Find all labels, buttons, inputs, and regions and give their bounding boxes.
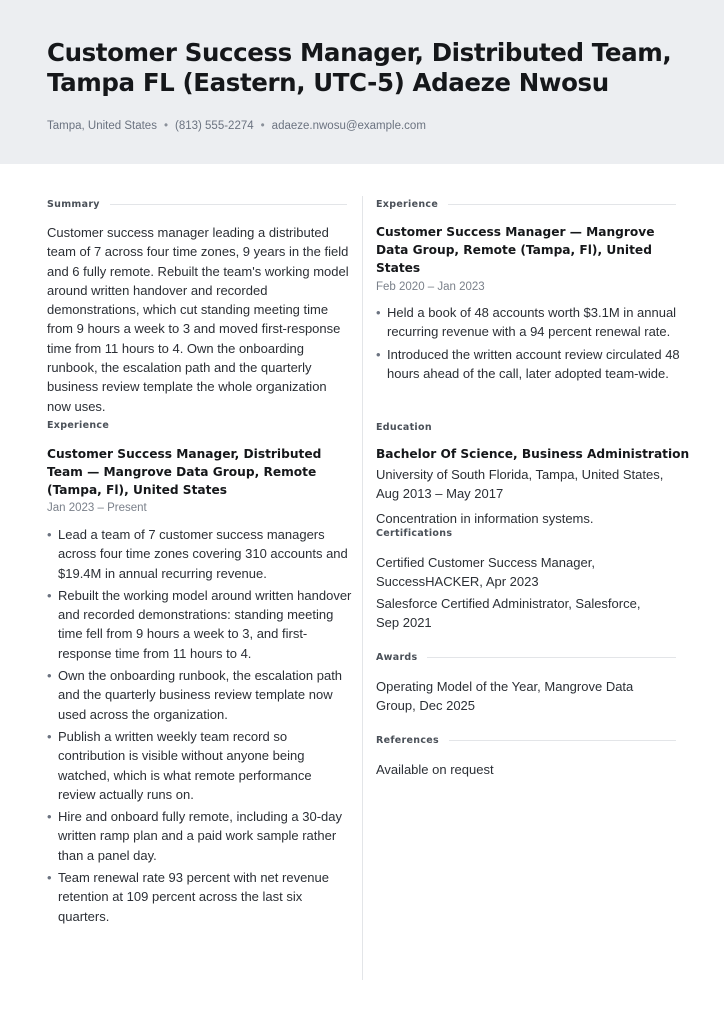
- award-item: Operating Model of the Year, Mangrove Data Group, Dec 2025: [376, 679, 634, 714]
- contact-location: Tampa, United States: [47, 120, 157, 132]
- certifications-heading: [376, 528, 676, 539]
- bullet-item: • Hire and onboard fully remote, including a 30-day written ramp plan and a paid work sample rather than a panel day.: [47, 807, 352, 865]
- education-heading: [376, 422, 676, 433]
- contact-phone: (813) 555-2274: [174, 120, 254, 132]
- section-rule: [449, 740, 676, 741]
- certification-item: Salesforce Certified Administrator, Salesforce, Sep 2021: [376, 596, 641, 631]
- bullet-item: • Team renewal rate 93 percent with net revenue retention at 109 percent across the last six quarters.: [47, 868, 352, 926]
- education-heading-label: Education: [376, 422, 432, 433]
- bullet-item: • Introduced the written account review circulated 48 hours ahead of the call, later adopted team-wide.: [376, 345, 681, 384]
- references-heading: [376, 735, 676, 746]
- contact-separator: •: [163, 120, 168, 132]
- job-title-previous: Customer Success Manager — Mangrove Data Group, Remote (Tampa, Fl), United States: [376, 225, 655, 275]
- bullet-item: • Lead a team of 7 customer success managers across four time zones covering 310 accounts and $19.4M in annual recurring revenue.: [47, 525, 352, 583]
- experience-heading-left: [47, 420, 347, 431]
- section-rule: [427, 657, 676, 658]
- references-text: Available on request: [376, 762, 494, 777]
- summary-heading: [47, 199, 347, 210]
- summary-heading-label: Summary: [47, 199, 100, 210]
- section-rule: [110, 204, 347, 205]
- certifications-heading-label: Certifications: [376, 528, 453, 539]
- column-divider: [362, 196, 363, 980]
- bullet-item: • Publish a written weekly team record so contribution is visible without anyone being watched, which is what remote performance review actually runs on.: [47, 727, 352, 804]
- concentration: Concentration in information systems.: [376, 511, 594, 526]
- certification-item: Certified Customer Success Manager, SuccessHACKER, Apr 2023: [376, 555, 595, 590]
- summary-text: Customer success manager leading a distributed team of 7 across four time zones, 9 years in the field and 6 fully remote. Rebuilt the team's working model around written handover and recorded demonstrations, which cut standing meeting time from 9 hours a week to 3 and moved first-response time from 11 hours to 4. Own the onboarding runbook, the escalation path and the quarterly business review template the whole organization now uses.: [47, 225, 349, 414]
- resume-title: Customer Success Manager, Distributed Team, Tampa FL (Eastern, UTC-5) Adaeze Nwosu: [47, 38, 672, 97]
- degree: Bachelor Of Science, Business Administration: [376, 447, 690, 461]
- bullet-item: • Own the onboarding runbook, the escalation path and the quarterly business review template now used across the organization.: [47, 666, 352, 724]
- contact-separator: •: [260, 120, 265, 132]
- resume-header: [0, 0, 724, 164]
- job-dates-current: Jan 2023 – Present: [47, 502, 147, 514]
- contact-line: [47, 120, 426, 132]
- job-bullets-current: [47, 525, 352, 929]
- experience-heading-right: [376, 199, 676, 210]
- job-title-current: Customer Success Manager, Distributed Team — Mangrove Data Group, Remote (Tampa, Fl), United States: [47, 447, 322, 497]
- job-dates-previous: Feb 2020 – Jan 2023: [376, 281, 485, 293]
- bullet-item: • Rebuilt the working model around written handover and recorded demonstrations: standing meeting time fell from 9 hours a week to 3, and first-response time from 11 hours to 4.: [47, 586, 352, 663]
- school: University of South Florida, Tampa, United States, Aug 2013 – May 2017: [376, 467, 664, 502]
- awards-heading-label: Awards: [376, 652, 418, 663]
- references-heading-label: References: [376, 735, 439, 746]
- bullet-item: • Held a book of 48 accounts worth $3.1M in annual recurring revenue with a 94 percent renewal rate.: [376, 303, 681, 342]
- contact-email[interactable]: adaeze.nwosu@example.com: [271, 120, 426, 132]
- experience-heading-label: Experience: [376, 199, 439, 210]
- section-rule: [448, 204, 676, 205]
- job-bullets-previous: [376, 303, 681, 386]
- awards-heading: [376, 652, 676, 663]
- experience-heading-label: Experience: [47, 420, 110, 431]
